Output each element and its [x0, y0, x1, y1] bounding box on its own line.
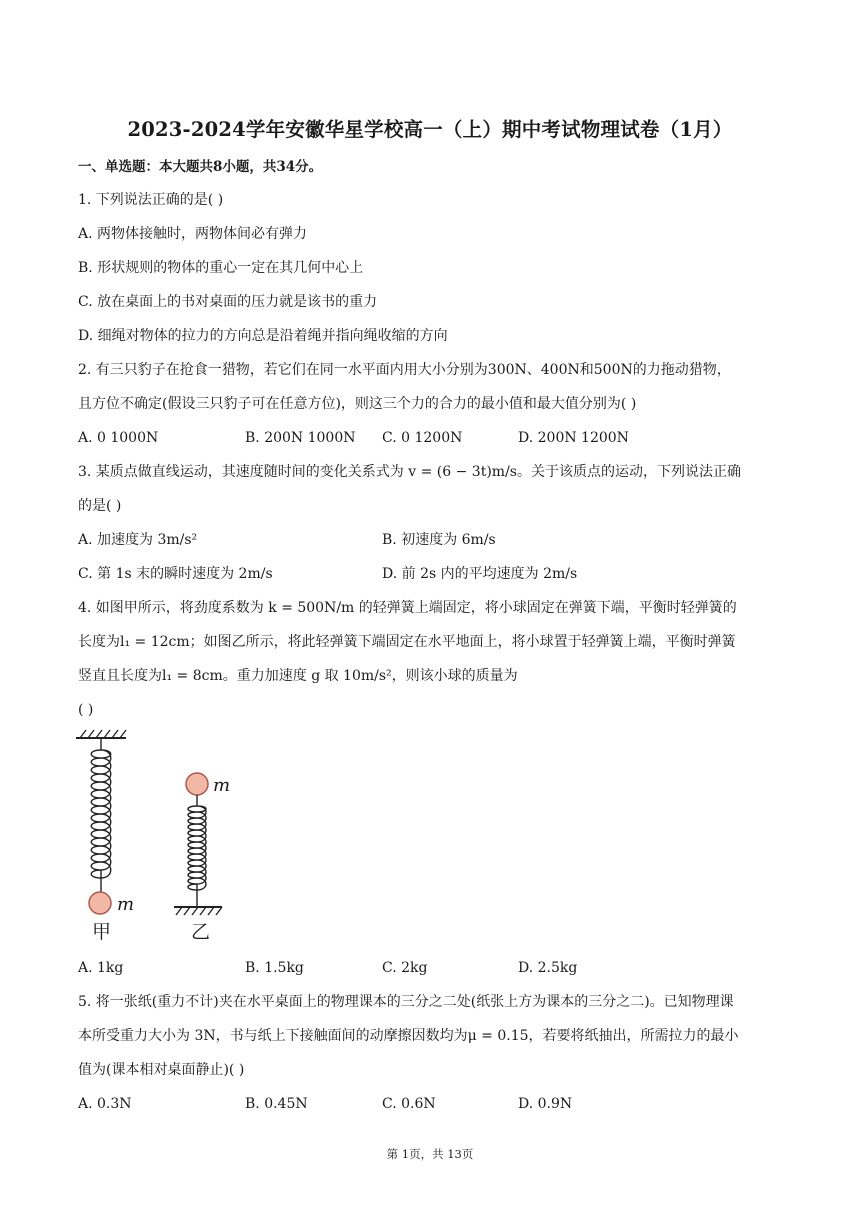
q5-option-b: B. 0.45N	[245, 1096, 308, 1112]
section-heading: 一、单选题：本大题共8小题，共34分。	[78, 159, 323, 175]
q4-option-b: B. 1.5kg	[245, 960, 304, 976]
q1-option-b: B. 形状规则的物体的重心一定在其几何中心上	[78, 260, 364, 276]
question-5-stem-line-2: 本所受重力大小为 3N，书与纸上下接触面间的动摩擦因数均为μ = 0.15，若要将纸抽出，所需拉力的最小	[78, 1028, 739, 1044]
q4-option-a: A. 1kg	[78, 960, 124, 976]
figure-label-yi: 乙	[191, 921, 211, 943]
hanging-spring	[91, 738, 111, 892]
q5-option-d: D. 0.9N	[518, 1096, 573, 1112]
question-5-stem-line-1: 5. 将一张纸(重力不计)夹在水平桌面上的物理课本的三分之二处(纸张上方为课本的三分之二)。已知物理课	[78, 994, 734, 1010]
mass-label-jia: m	[117, 894, 135, 915]
resting-ball	[186, 773, 208, 795]
q3-option-d: D. 前 2s 内的平均速度为 2m/s	[382, 566, 578, 582]
q3-option-a: A. 加速度为 3m/s²	[78, 532, 198, 548]
ground-support	[174, 907, 222, 915]
q2-option-a: A. 0 1000N	[78, 430, 159, 446]
ceiling-support	[76, 730, 126, 738]
question-2-stem-line-1: 2. 有三只豹子在抢食一猎物，若它们在同一水平面内用大小分别为300N、400N和500N的力拖动猎物，	[78, 362, 731, 378]
page-footer: 第 1页，共 13页	[386, 1147, 474, 1161]
question-4-stem-line-3: 竖直且长度为l₁ = 8cm。重力加速度 g 取 10m/s²，则该小球的质量为	[78, 668, 518, 684]
spring-figure	[76, 726, 246, 946]
q2-option-d: D. 200N 1200N	[518, 430, 629, 446]
page-title: 2023-2024学年安徽华星学校高一（上）期中考试物理试卷（1月）	[127, 118, 733, 141]
q4-option-d: D. 2.5kg	[518, 960, 578, 976]
compressed-spring	[188, 795, 206, 906]
mass-label-yi: m	[213, 775, 231, 796]
q3-option-c: C. 第 1s 末的瞬时速度为 2m/s	[78, 566, 273, 582]
question-1-stem: 1. 下列说法正确的是( )	[78, 192, 224, 208]
question-3-stem-line-2: 的是( )	[78, 498, 122, 514]
q1-option-a: A. 两物体接触时，两物体间必有弹力	[78, 226, 308, 242]
question-3-stem-line-1: 3. 某质点做直线运动，其速度随时间的变化关系式为 v = (6 − 3t)m/s。关于该质点的运动，下列说法正确	[78, 464, 741, 480]
q4-option-c: C. 2kg	[382, 960, 428, 976]
q1-option-d: D. 细绳对物体的拉力的方向总是沿着绳并指向绳收缩的方向	[78, 328, 448, 344]
q1-option-c: C. 放在桌面上的书对桌面的压力就是该书的重力	[78, 294, 378, 310]
q2-option-b: B. 200N 1000N	[245, 430, 356, 446]
question-2-stem-line-2: 且方位不确定(假设三只豹子可在任意方位)，则这三个力的合力的最小值和最大值分别为( )	[78, 396, 637, 412]
q2-option-c: C. 0 1200N	[382, 430, 463, 446]
hanging-ball	[89, 892, 111, 914]
figure-label-jia: 甲	[92, 921, 112, 943]
q3-option-b: B. 初速度为 6m/s	[382, 532, 496, 548]
q5-option-c: C. 0.6N	[382, 1096, 436, 1112]
question-4-stem-line-4: ( )	[78, 702, 94, 718]
question-5-stem-line-3: 值为(课本相对桌面静止)( )	[78, 1062, 245, 1078]
question-4-stem-line-1: 4. 如图甲所示，将劲度系数为 k = 500N/m 的轻弹簧上端固定，将小球固定在弹簧下端，平衡时轻弹簧的	[78, 600, 737, 616]
question-4-stem-line-2: 长度为l₁ = 12cm；如图乙所示，将此轻弹簧下端固定在水平地面上，将小球置于轻弹簧上端，平衡时弹簧	[78, 634, 736, 650]
q5-option-a: A. 0.3N	[78, 1096, 132, 1112]
